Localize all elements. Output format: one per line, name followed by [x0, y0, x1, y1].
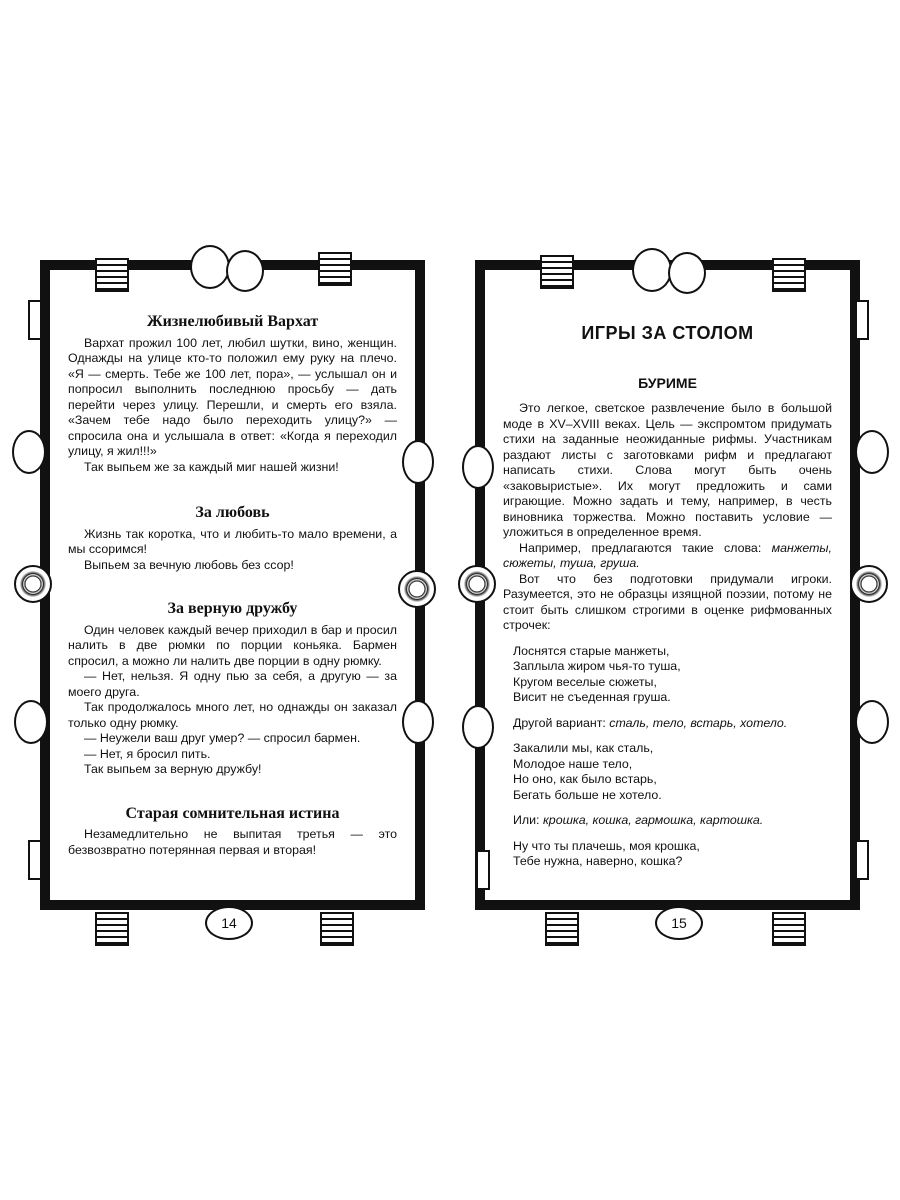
poem-line: Но оно, как было встарь, [513, 772, 657, 786]
italic-words: крошка, кошка, гармошка, картошка. [542, 813, 764, 827]
section-title: Жизнелюбивый Вархат [146, 313, 319, 330]
poem-line: Лоснятся старые манжеты, [513, 643, 670, 658]
italic-words: манжеты, сюжеты, туша, груша. [503, 540, 832, 570]
gift-icon [320, 912, 354, 946]
balloon-icon [668, 252, 706, 294]
paragraph: Выпьем за вечную любовь без ссор! [84, 557, 294, 572]
chapter-title: ИГРЫ ЗА СТОЛОМ [581, 323, 754, 343]
candle-icon [28, 300, 42, 340]
poem-line: Кругом веселые сюжеты, [513, 674, 657, 689]
balloon-icon [855, 700, 889, 744]
gift-icon [540, 255, 574, 289]
gift-icon [772, 258, 806, 292]
flower-icon [850, 565, 888, 603]
balloon-icon [462, 445, 494, 489]
section-title: За верную дружбу [167, 600, 298, 617]
balloon-icon [402, 440, 434, 484]
text-span: Например, предлагаются такие слова: [519, 540, 772, 555]
gift-icon [545, 912, 579, 946]
paragraph: Так продолжалось много лет, но однажды он заказал только одну рюмку. [68, 700, 397, 730]
right-page-content [503, 286, 832, 870]
poem-line: Заплыла жиром чья-то туша, [513, 659, 681, 673]
paragraph: Незамедлительно не выпитая третья — это безвозвратно потерянная первая и вторая! [68, 827, 397, 857]
candle-icon [855, 840, 869, 880]
candle-icon [476, 850, 490, 890]
paragraph: Так выпьем за верную дружбу! [84, 762, 262, 776]
italic-words: сталь, тело, встарь, хотело. [609, 715, 788, 730]
page-body [484, 269, 851, 901]
variant-line [503, 813, 832, 829]
balloon-icon [12, 430, 46, 474]
gift-icon [95, 258, 129, 292]
left-page [40, 260, 425, 931]
poem-line: Ну что ты плачешь, моя крошка, [513, 838, 700, 853]
flower-icon [458, 565, 496, 603]
paragraph: Один человек каждый вечер приходил в бар и просил налить в две рюмки по порции коньяка. Бармен спросил, а можно ли налить две порции в одну рюмку. [68, 622, 397, 668]
balloon-icon [190, 245, 230, 289]
poem-line: Висит не съеденная груша. [513, 690, 671, 704]
paragraph: Жизнь так коротка, что и любить-то мало времени, а мы ссоримся! [68, 526, 397, 556]
page-number: 15 [655, 906, 703, 940]
text-span: Другой вариант: [513, 715, 610, 730]
paragraph: Так выпьем же за каждый миг нашей жизни! [84, 459, 339, 474]
page-body [49, 269, 416, 901]
balloon-icon [402, 700, 434, 744]
balloon-icon [632, 248, 672, 292]
poem [513, 741, 832, 803]
paragraph [503, 541, 832, 572]
flower-icon [14, 565, 52, 603]
poem-line: Молодое наше тело, [513, 756, 633, 771]
poem-line: Тебе нужна, наверно, кошка? [513, 854, 683, 868]
paragraph: Это легкое, светское развлечение было в большой моде в XV–XVIII веках. Цель — экспромтом придумать стихи на заданные неожиданные рифмы. Участникам раздают листы с заготовками рифм и предлагают написать стихи. Слова могут быть очень «заковыристые». Их могут предложить и сами играющие. Можно задать и тему, например, в честь виновника торжества. Можно поставить условие — уложиться в определенное время. [503, 401, 832, 539]
paragraph: — Неужели ваш друг умер? — спросил бармен. [84, 731, 361, 745]
poem [513, 839, 832, 870]
paragraph: Вархат прожил 100 лет, любил шутки, вино, женщин. Однажды на улице кто-то положил ему руку на плечо. «Я — смерть. Тебе же 100 лет, пора», — услышал он и попросил выполнить последнюю просьбу — дать перейти через улицу. Перешли, и смерть его взяла. «Зачем тебе надо было переходить улицу?» — спросила она и услышала в ответ: «Когда я переходил улицу, я жил!!!» [68, 335, 397, 458]
text-span: Или: [513, 813, 543, 827]
section-title: БУРИМЕ [638, 374, 697, 391]
poem [513, 644, 832, 706]
candle-icon [855, 300, 869, 340]
gift-icon [318, 252, 352, 286]
section-title: Старая сомнительная истина [125, 804, 340, 822]
balloon-icon [855, 430, 889, 474]
poem-line: Закалили мы, как сталь, [513, 741, 654, 755]
gift-icon [772, 912, 806, 946]
section-title: За любовь [195, 504, 270, 521]
balloon-icon [14, 700, 48, 744]
paragraph: — Нет, я бросил пить. [84, 746, 211, 761]
flower-icon [398, 570, 436, 608]
paragraph: — Нет, нельзя. Я одну пью за себя, а другую — за моего друга. [68, 669, 397, 699]
balloon-icon [226, 250, 264, 292]
variant-line [503, 716, 832, 732]
page-number: 14 [205, 906, 253, 940]
paragraph: Вот что без подготовки придумали игроки. Разумеется, это не образцы изящной поэзии, потому не стоит быть слишком строгими в оценке рифмованных строчек: [503, 571, 832, 632]
poem-line: Бегать больше не хотело. [513, 787, 662, 802]
right-page [475, 260, 860, 931]
balloon-icon [462, 705, 494, 749]
left-page-content [68, 286, 397, 870]
gift-icon [95, 912, 129, 946]
candle-icon [28, 840, 42, 880]
